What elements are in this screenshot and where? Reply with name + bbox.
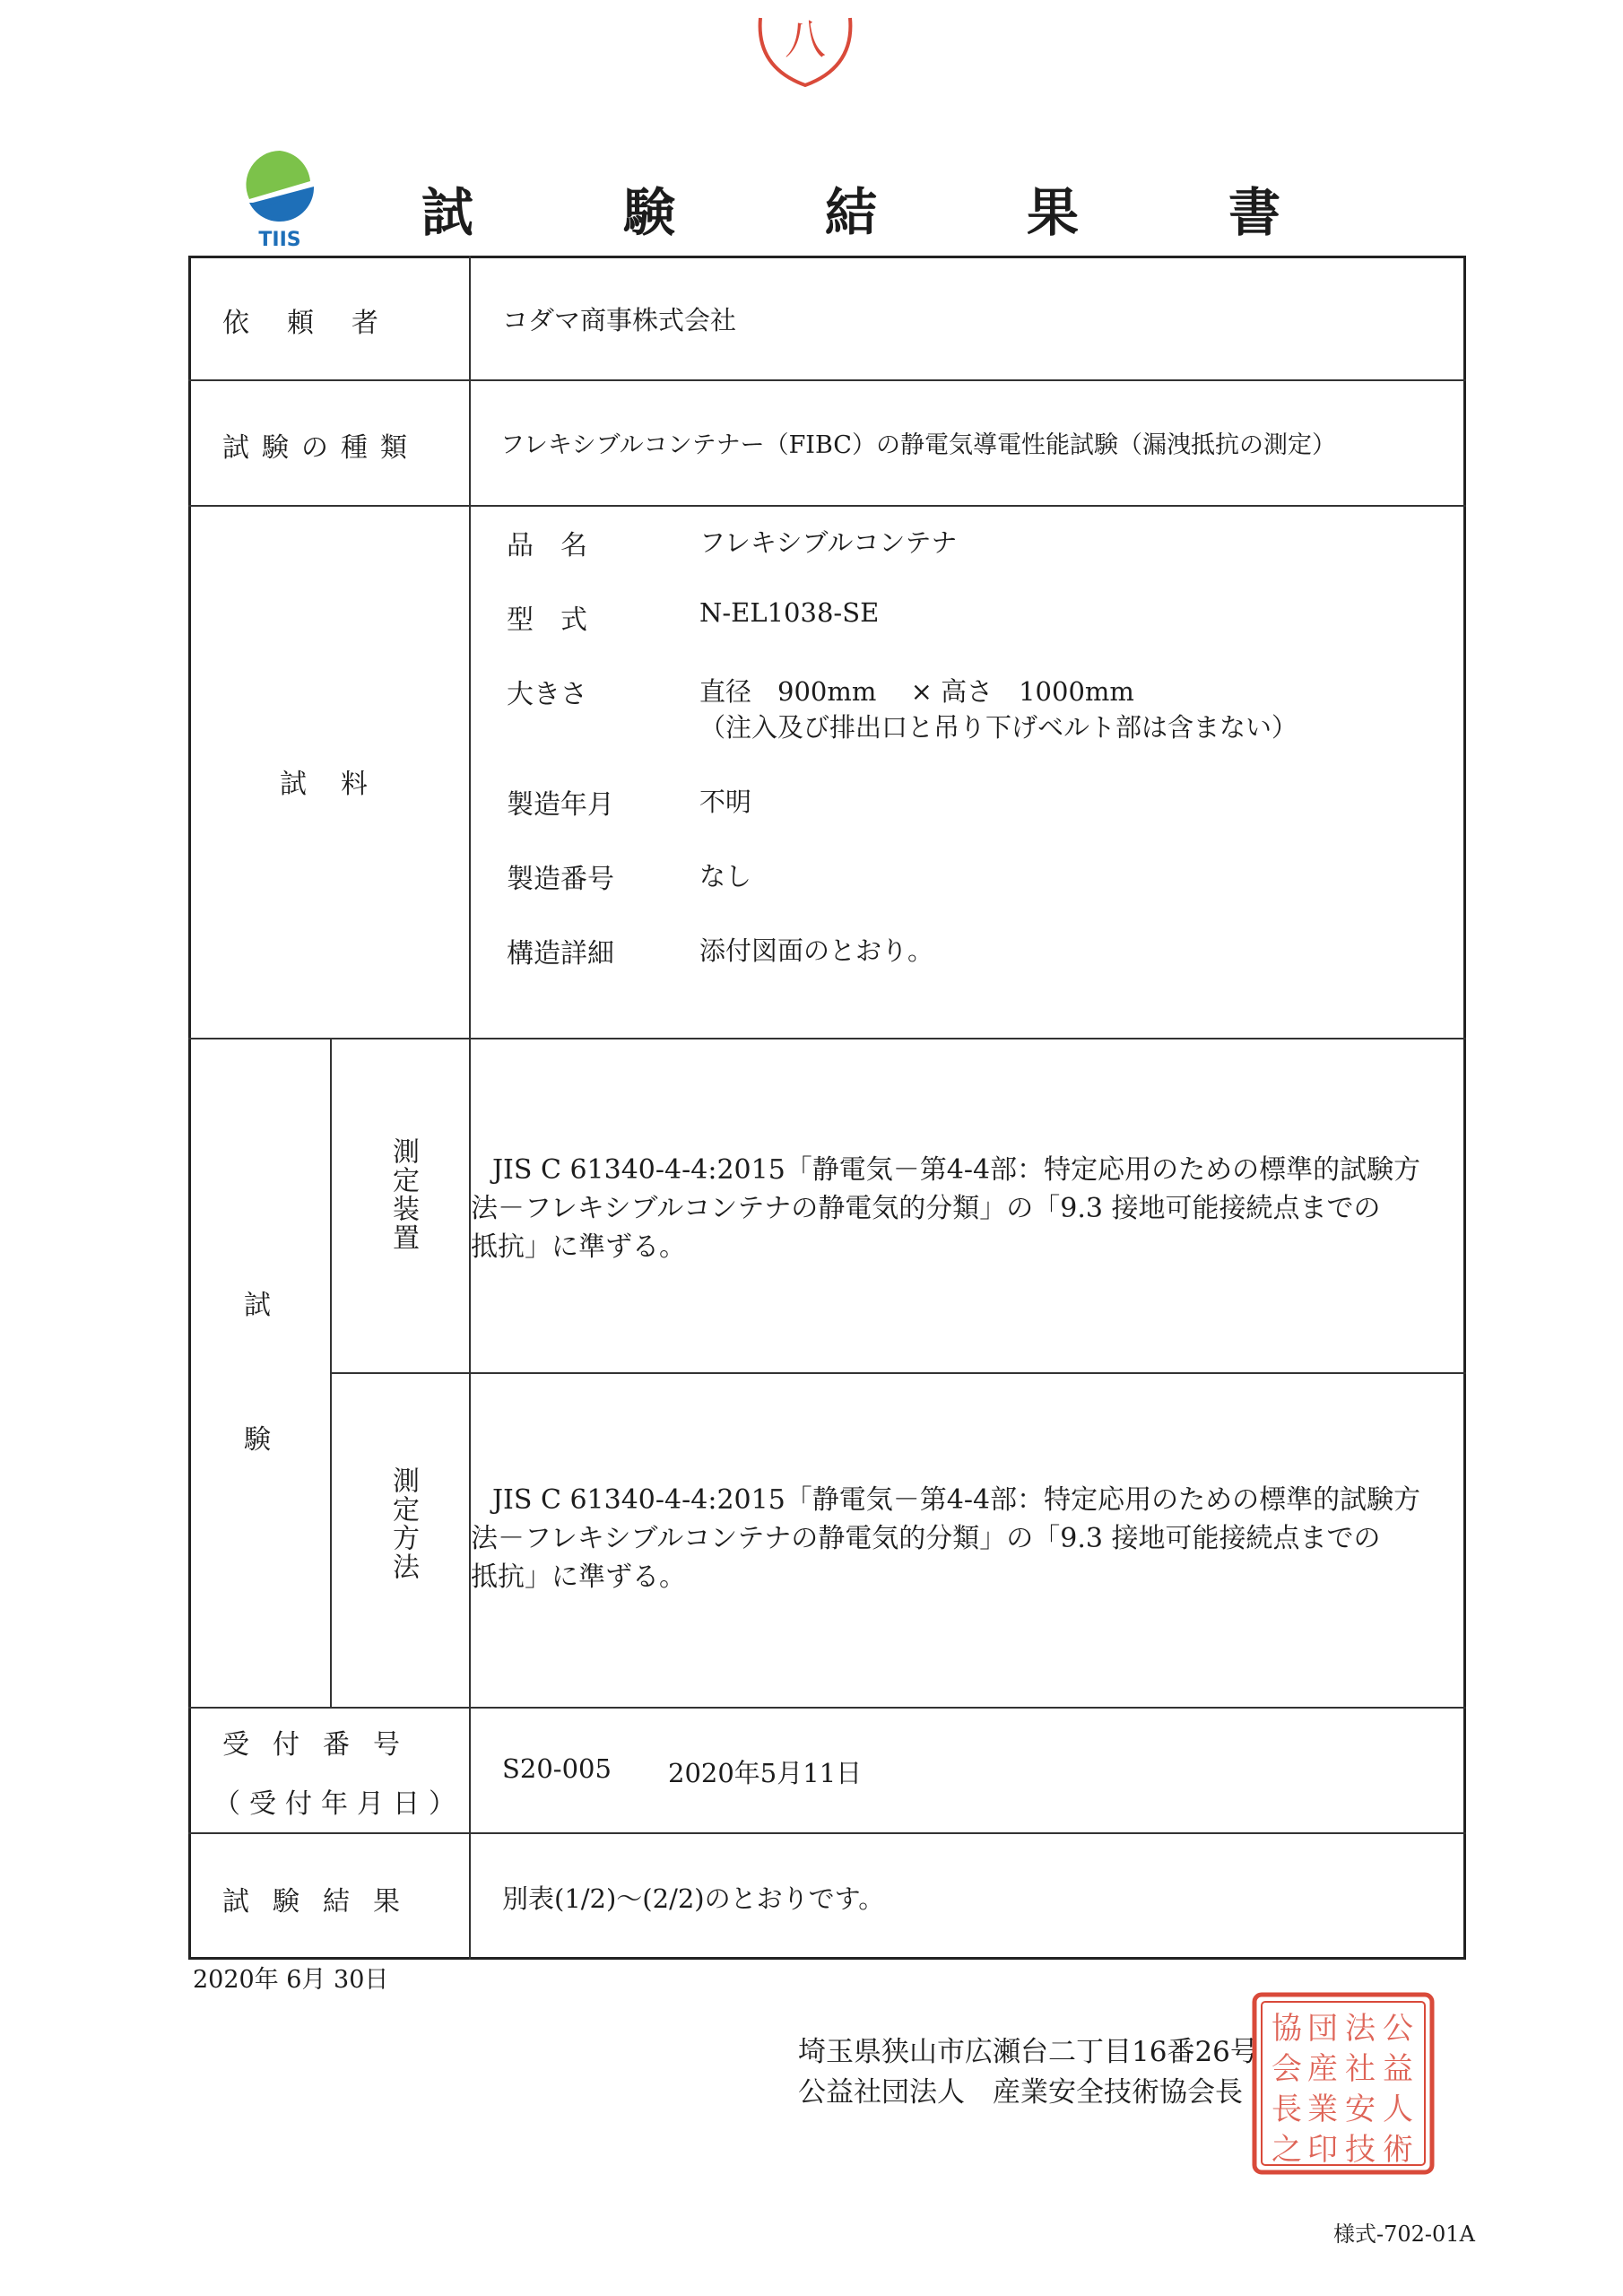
- row-divider: [188, 1038, 1466, 1039]
- svg-text:産: 産: [1307, 2051, 1338, 2087]
- sample-item-value: フレキシブルコンテナ: [699, 527, 958, 558]
- method-text: [471, 1481, 1448, 1596]
- result-label: 試験結果: [222, 1886, 423, 1918]
- svg-text:社: 社: [1345, 2051, 1376, 2087]
- sample-item-label: 製造年月: [507, 789, 614, 821]
- svg-text:TIIS: TIIS: [258, 229, 301, 251]
- svg-text:長: 長: [1271, 2092, 1302, 2127]
- title-char-1: 試: [421, 182, 474, 243]
- svg-text:之: 之: [1271, 2132, 1302, 2168]
- title-char-5: 書: [1228, 182, 1281, 243]
- title-char-4: 果: [1027, 182, 1080, 243]
- sample-item-label: 製造番号: [507, 864, 614, 895]
- svg-text:協: 協: [1271, 2011, 1302, 2047]
- sample-item-label: 型 式: [507, 604, 587, 636]
- apparatus-text: [471, 1151, 1448, 1266]
- svg-text:法: 法: [1345, 2011, 1376, 2047]
- sample-item-value: 不明: [699, 787, 752, 817]
- test-label-top: 試: [244, 1290, 271, 1321]
- svg-text:人: 人: [1383, 2092, 1413, 2127]
- sample-item-value: 添付図面のとおり。: [699, 935, 934, 966]
- sample-label: 試 料: [280, 769, 371, 800]
- client-label: 依 頼 者: [222, 308, 384, 339]
- apparatus-line: 抵抗」に準ずる。: [471, 1231, 686, 1263]
- address: 埼玉県狭山市広瀬台二丁目16番26号: [798, 2036, 1258, 2068]
- svg-text:八: 八: [785, 15, 826, 64]
- svg-text:団: 団: [1307, 2011, 1338, 2047]
- svg-text:術: 術: [1383, 2132, 1413, 2168]
- issue-date: 2020年 6月 30日: [193, 1966, 389, 1994]
- test-label-bottom: 験: [244, 1424, 271, 1456]
- svg-text:公: 公: [1383, 2011, 1413, 2047]
- test-type-value: フレキシブルコンテナー（FIBC）の静電気導電性能試験（漏洩抵抗の測定）: [500, 431, 1336, 459]
- method-label: 測定方法: [387, 1466, 419, 1581]
- test-type-label: 試験の種類: [222, 432, 420, 464]
- result-value: 別表(1/2)～(2/2)のとおりです。: [502, 1883, 885, 1914]
- row-divider: [188, 1832, 1466, 1834]
- form-number: 様式-702-01A: [1333, 2222, 1475, 2247]
- receipt-date-label: （受付年月日）: [213, 1788, 464, 1820]
- sample-item-value: なし: [699, 861, 752, 891]
- official-seal: [1249, 1989, 1437, 2178]
- svg-text:安: 安: [1345, 2092, 1376, 2127]
- sample-item-label: 構造詳細: [507, 938, 614, 970]
- row-divider: [332, 1372, 1466, 1374]
- receipt-date: 2020年5月11日: [668, 1758, 863, 1788]
- svg-text:益: 益: [1383, 2051, 1413, 2087]
- svg-text:印: 印: [1307, 2132, 1338, 2168]
- row-divider: [188, 1707, 1466, 1709]
- sample-item-note: （注入及び排出口と吊り下げベルト部は含まない）: [699, 712, 1298, 743]
- results-table: [188, 256, 1466, 1960]
- client-value: コダマ商事株式会社: [502, 305, 737, 335]
- row-divider: [188, 379, 1466, 381]
- row-divider: [188, 505, 1466, 507]
- column-divider: [330, 1038, 332, 1707]
- title-char-3: 結: [825, 182, 878, 243]
- svg-text:業: 業: [1307, 2092, 1338, 2127]
- method-line: 抵抗」に準ずる。: [471, 1561, 686, 1593]
- title-char-2: 験: [623, 182, 676, 243]
- svg-text:会: 会: [1271, 2051, 1302, 2087]
- receipt-number: S20-005: [502, 1753, 612, 1784]
- organization: 公益社団法人 産業安全技術協会長: [798, 2076, 1243, 2109]
- apparatus-line: 法－フレキシブルコンテナの静電気的分類」の「9.3 接地可能接続点までの: [471, 1193, 1381, 1224]
- tiis-logo: [235, 144, 325, 251]
- apparatus-label: 測定装置: [387, 1137, 419, 1252]
- sample-item-label: 品 名: [507, 530, 587, 561]
- apparatus-line: JIS C 61340-4-4:2015「静電気－第4-4部：特定応用のための標準的試験方: [492, 1154, 1421, 1186]
- receipt-number-label: 受付番号: [222, 1729, 423, 1761]
- top-stamp: [751, 0, 859, 99]
- method-line: 法－フレキシブルコンテナの静電気的分類」の「9.3 接地可能接続点までの: [471, 1523, 1381, 1554]
- method-line: JIS C 61340-4-4:2015「静電気－第4-4部：特定応用のための標準的試験方: [492, 1484, 1421, 1516]
- column-divider: [469, 256, 471, 1960]
- sample-item-value: N-EL1038-SE: [699, 597, 880, 628]
- svg-text:技: 技: [1345, 2132, 1376, 2168]
- sample-item-label: 大きさ: [507, 679, 587, 710]
- sample-item-value: 直径 900mm × 高さ 1000mm: [699, 676, 1134, 707]
